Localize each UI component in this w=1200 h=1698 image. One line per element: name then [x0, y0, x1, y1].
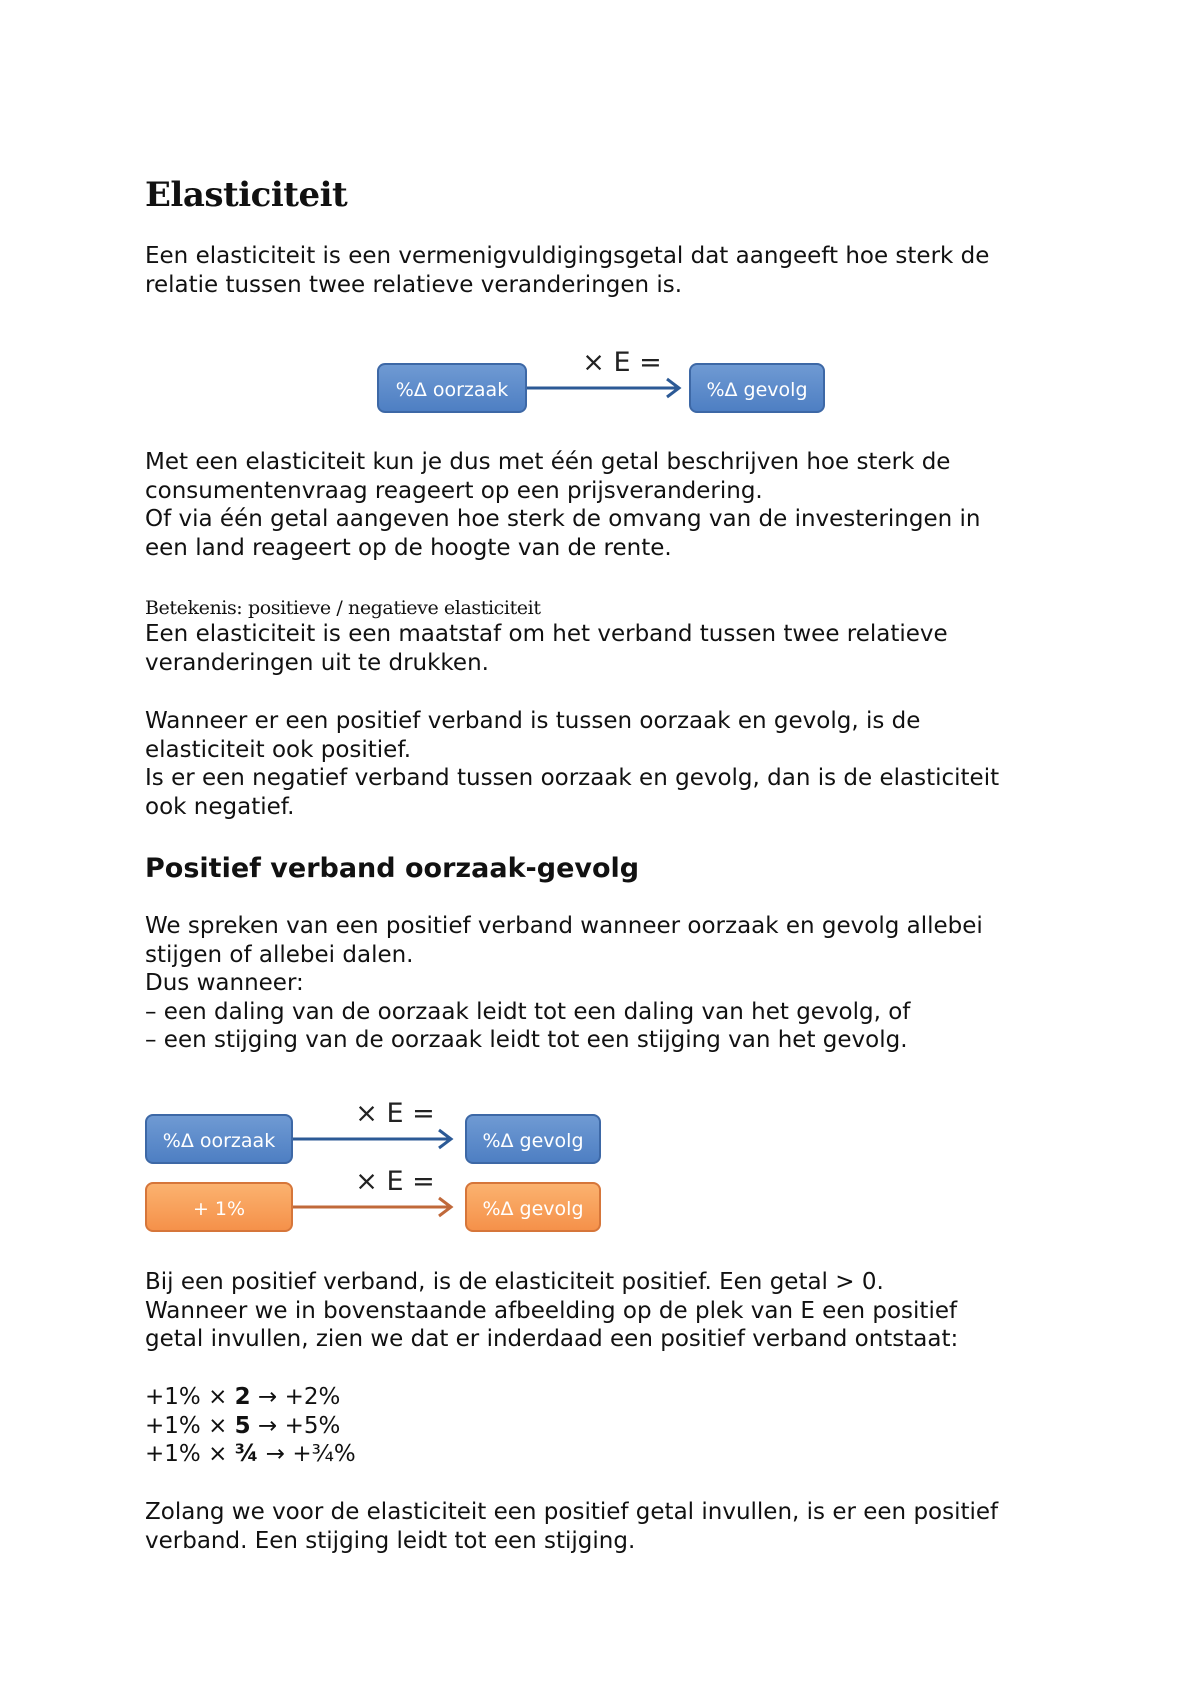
paragraph-line: veranderingen uit te drukken. — [145, 649, 489, 676]
paragraph-line: verband. Een stijging leidt tot een stijging. — [145, 1527, 636, 1554]
arrow-right-icon — [293, 1195, 461, 1219]
paragraph-line: een land reageert op de hoogte van de rente. — [145, 534, 672, 561]
section-heading: Positief verband oorzaak-gevolg — [145, 853, 640, 884]
cause-box: %Δ oorzaak — [145, 1114, 293, 1164]
meaning-heading: Betekenis: positieve / negatieve elasticiteit — [145, 597, 541, 619]
arrow-right-icon — [527, 376, 689, 400]
intro-line: relatie tussen twee relatieve veranderingen is. — [145, 271, 683, 298]
multiplier-label: × E = — [355, 1098, 435, 1129]
paragraph-line: Met een elasticiteit kun je dus met één getal beschrijven hoe sterk de — [145, 449, 951, 475]
list-item: – een daling van de oorzaak leidt tot een daling van het gevolg, of — [145, 998, 911, 1025]
example-line: +1% × ¾ → +¾% — [145, 1441, 356, 1467]
effect-box: %Δ gevolg — [465, 1114, 601, 1164]
paragraph-line: Wanneer we in bovenstaande afbeelding op de plek van E een positief — [145, 1297, 958, 1324]
paragraph-line: Of via één getal aangeven hoe sterk de omvang van de investeringen in — [145, 506, 981, 532]
explanation-paragraph — [145, 448, 980, 562]
page-title: Elasticiteit — [145, 175, 348, 215]
conclusion-paragraph — [145, 1498, 998, 1555]
paragraph-line: Een elasticiteit is een maatstaf om het verband tussen twee relatieve — [145, 621, 948, 647]
paragraph-line: Bij een positief verband, is de elasticiteit positief. Een getal > 0. — [145, 1269, 884, 1295]
paragraph-line: Dus wanneer: — [145, 970, 304, 996]
paragraph-line: getal invullen, zien we dat er inderdaad een positief verband ontstaat: — [145, 1326, 959, 1352]
example-calculations — [145, 1383, 356, 1469]
paragraph-line: ook negatief. — [145, 793, 295, 820]
list-item: – een stijging van de oorzaak leidt tot een stijging van het gevolg. — [145, 1027, 908, 1053]
arrow-right-icon — [293, 1127, 461, 1151]
paragraph-line: stijgen of allebei dalen. — [145, 941, 414, 968]
positive-elasticity-paragraph — [145, 1268, 958, 1354]
positive-relation-paragraph — [145, 912, 983, 1055]
paragraph-line: Is er een negatief verband tussen oorzaak en gevolg, dan is de elasticiteit — [145, 765, 1000, 791]
intro-line: Een elasticiteit is een vermenigvuldigingsgetal dat aangeeft hoe sterk de — [145, 243, 990, 269]
example-line: +1% × 2 → +2% — [145, 1384, 341, 1410]
paragraph-line: We spreken van een positief verband wanneer oorzaak en gevolg allebei — [145, 913, 983, 939]
cause-box-example: + 1% — [145, 1182, 293, 1232]
multiplier-label: × E = — [582, 347, 662, 378]
paragraph-line: consumentenvraag reageert op een prijsverandering. — [145, 477, 763, 504]
elasticity-diagram — [377, 340, 837, 420]
relation-paragraph — [145, 707, 999, 821]
multiplier-label: × E = — [355, 1166, 435, 1197]
example-line: +1% × 5 → +5% — [145, 1412, 341, 1439]
positive-relation-diagram — [145, 1092, 605, 1242]
paragraph-line: Wanneer er een positief verband is tussen oorzaak en gevolg, is de — [145, 708, 921, 734]
effect-box: %Δ gevolg — [689, 363, 825, 413]
paragraph-line: elasticiteit ook positief. — [145, 736, 412, 763]
intro-paragraph — [145, 242, 989, 299]
paragraph-line: Zolang we voor de elasticiteit een positief getal invullen, is er een positief — [145, 1499, 999, 1525]
cause-box: %Δ oorzaak — [377, 363, 527, 413]
meaning-paragraph — [145, 620, 948, 677]
effect-box-example: %Δ gevolg — [465, 1182, 601, 1232]
